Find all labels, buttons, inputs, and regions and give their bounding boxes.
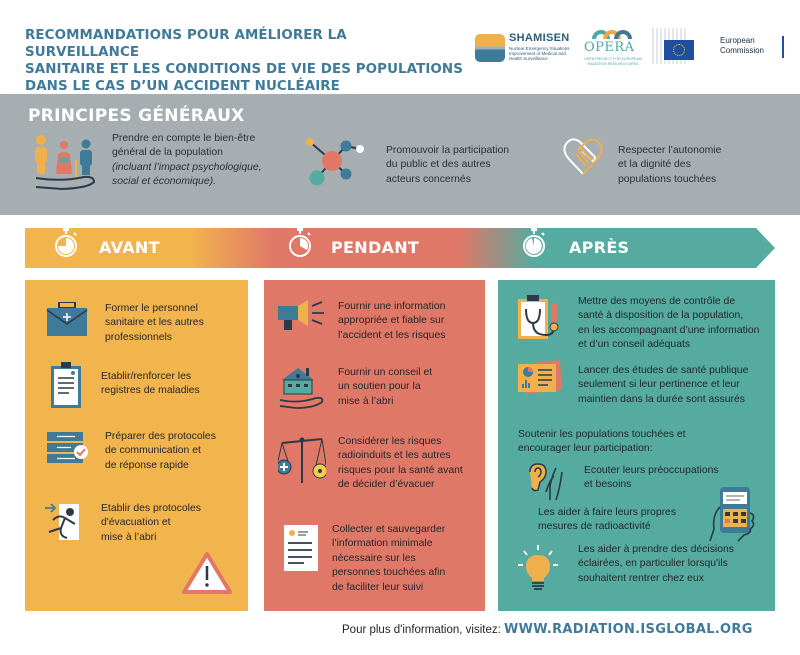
principles-section [0, 94, 800, 215]
warning-triangle-icon [180, 550, 234, 596]
principle-participation: Promouvoir la participation du public et des autres acteurs concernés [300, 132, 509, 192]
clipboard-icon [51, 362, 81, 408]
title-line: DANS LE CAS D’UN ACCIDENT NUCLÉAIRE [25, 79, 340, 94]
ear-hand-icon [526, 462, 566, 502]
ec-text: European Commission [720, 36, 765, 55]
shamisen-mark-icon [475, 34, 505, 62]
megaphone-icon [278, 300, 326, 336]
opera-logo [582, 24, 642, 68]
shamisen-name: SHAMISEN [509, 32, 570, 44]
eu-flag-icon [664, 40, 694, 60]
stopwatch-icon [521, 228, 547, 258]
principle-wellbeing: Prendre en compte le bien-être général de la population (incluant l’impact psychologique, social et économique). [32, 132, 262, 194]
page-title [25, 27, 465, 95]
avant-column [25, 280, 248, 611]
partner-logos [470, 22, 800, 72]
pendant-item-records: Collecter et sauvegarder l’information minimale nécessaire sur les personnes touchées afin de faciliter leur suivi [284, 523, 445, 595]
clipboard-stethoscope-icon [518, 295, 562, 343]
stopwatch-icon [287, 228, 313, 258]
phase-pendant-label: PENDANT [331, 238, 420, 257]
lightbulb-icon [516, 543, 560, 591]
balance-scale-icon [278, 435, 326, 487]
evacuation-exit-icon [43, 502, 83, 542]
checklist-icon [45, 430, 89, 466]
pendant-column [264, 280, 485, 611]
pendant-item-risks: Considérer les risques radioinduits et les autres risques pour la santé avant de décider d’évacuer [278, 435, 463, 493]
pendant-item-information: Fournir une information appropriée et fiable sur l’accident et les risques [278, 300, 445, 343]
avant-item-protocols: Préparer des protocoles de communication et de réponse rapide [45, 430, 216, 473]
phase-avant-label: AVANT [99, 238, 160, 257]
avant-item-registers: Etablir/renforcer les registres de maladies [51, 362, 200, 408]
ec-divider [782, 36, 784, 58]
stopwatch-icon [53, 228, 79, 258]
avant-item-evacuation: Etablir des protocoles d'évacuation et mise à l’abri [43, 502, 201, 545]
opera-name: OPERA [584, 40, 635, 55]
apres-column [498, 280, 775, 611]
handshake-heart-icon [562, 132, 604, 178]
apres-support-measure: Les aider à faire leurs propres mesures de radioactivité [538, 507, 677, 533]
document-form-icon [284, 523, 318, 571]
opera-subtitle: OPEN PROJECT FOR EUROPEAN RADIATION RESEARCH AREA [584, 57, 642, 66]
pendant-item-shelter: Fournir un conseil et un soutien pour la mise à l’abri [278, 366, 432, 410]
people-in-hand-icon [32, 132, 102, 194]
principles-title: PRINCIPES GÉNÉRAUX [28, 106, 245, 126]
title-line: RECOMMANDATIONS POUR AMÉLIORER LA SURVEILLANCE [25, 28, 347, 60]
apres-support-intro: Soutenir les populations touchées et encourager leur participation: [518, 429, 686, 455]
network-nodes-icon [300, 132, 370, 192]
avant-item-training: Former le personnel sanitaire et les autres professionnels [45, 302, 204, 345]
footer-text: Pour plus d'information, visitez: [342, 624, 504, 636]
footer [342, 622, 753, 637]
apres-item-health-control: Mettre des moyens de contrôle de santé à disposition de la population, en les accompagnant d’une information et d’un conseil adéquats [518, 295, 759, 353]
presentation-chart-icon [518, 360, 562, 400]
opera-arcs-icon [592, 26, 632, 40]
footer-website-link[interactable]: WWW.RADIATION.ISGLOBAL.ORG [504, 622, 753, 637]
principle-dignity: Respecter l’autonomie et la dignité des populations touchées [562, 132, 721, 187]
phase-timeline-arrow [25, 228, 775, 268]
apres-item-studies: Lancer des études de santé publique seulement si leur pertinence et leur maintien dans la durée sont assurés [518, 360, 748, 407]
apres-support-decisions: Les aider à prendre des décisions éclairées, en particulier lorsqu'ils souhaitent rentrer chez eux [516, 543, 734, 591]
shamisen-logo [475, 30, 575, 70]
european-commission-logo [650, 26, 790, 70]
shamisen-subtitle: Nuclear Emergency Situations Improvement of Medical and Health Surveillance [509, 46, 570, 61]
apres-support-listen: Ecouter leurs préoccupations et besoins [526, 462, 719, 502]
dosimeter-in-hand-icon [708, 485, 756, 543]
title-line: SANITAIRE ET LES CONDITIONS DE VIE DES POPULATIONS [25, 62, 463, 77]
phase-apres-label: APRÈS [569, 238, 630, 257]
house-in-hand-icon [278, 366, 326, 410]
briefcase-medical-icon [45, 302, 89, 338]
